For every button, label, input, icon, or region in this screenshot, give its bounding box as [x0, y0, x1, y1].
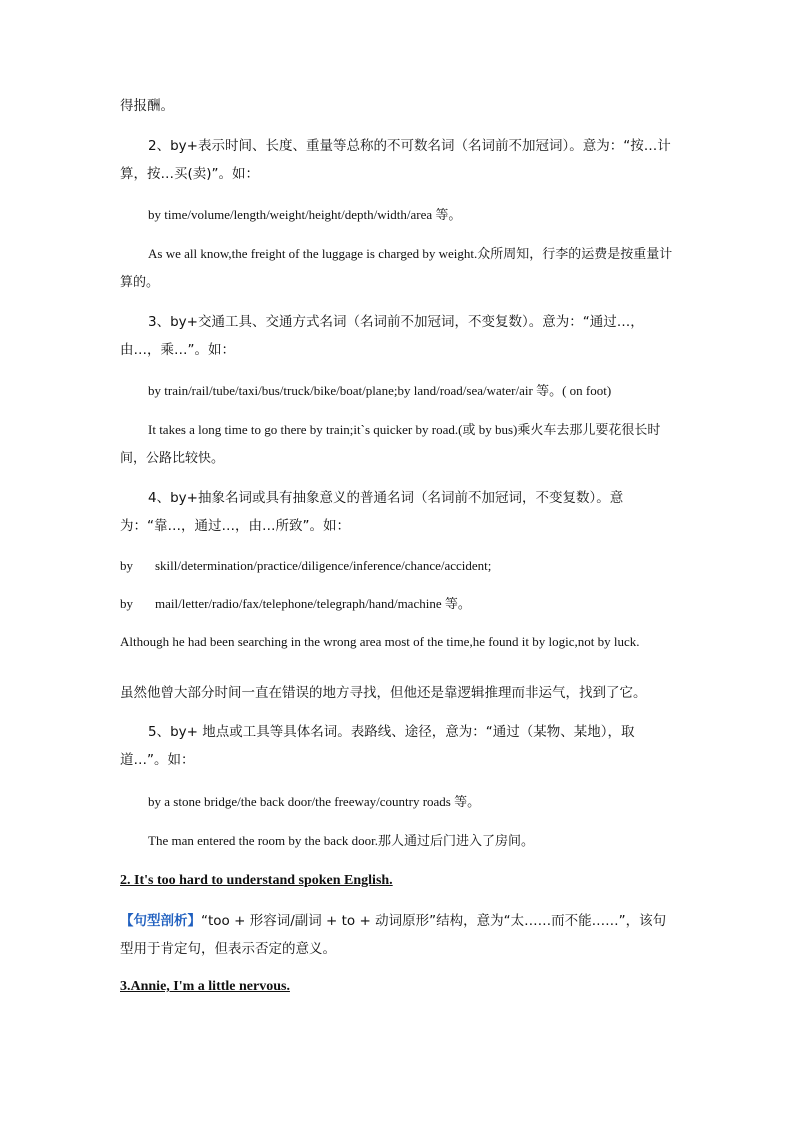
sentence-point-4-en: Although he had been searching in the wrong area most of the time,he found it by logic,not by luck. [120, 634, 640, 649]
example-point-3: by train/rail/tube/taxi/bus/truck/bike/boat/plane;by land/road/sea/water/air 等。( on foot) [148, 383, 612, 398]
example-by-label: by [120, 596, 133, 611]
text-line-1: 得报酬。 [120, 98, 174, 114]
paragraph-point-2: 2、by+表示时间、长度、重量等总称的不可数名词（名词前不加冠词）。意为：“按…计算，按…买(卖)”。如： [120, 138, 671, 182]
paragraph-point-4: 4、by+抽象名词或具有抽象意义的普通名词（名词前不加冠词，不变复数）。意为：“靠…，通过…，由…所致”。如： [120, 490, 624, 534]
sentence-point-4-cn: 虽然他曾大部分时间一直在错误的地方寻找，但他还是靠逻辑推理而非运气，找到了它。 [120, 685, 647, 701]
example-point-2: by time/volume/length/weight/height/depth/width/area 等。 [148, 207, 462, 222]
example-point-4a [120, 556, 676, 576]
section-heading-3: 3.Annie, I'm a little nervous. [120, 979, 290, 994]
analysis-paragraph [120, 907, 676, 963]
example-point-4b [120, 594, 676, 614]
example-list: mail/letter/radio/fax/telephone/telegraph/hand/machine 等。 [155, 596, 471, 611]
sentence-point-2: As we all know,the freight of the luggage is charged by weight.众所周知，行李的运费是按重量计算的。 [120, 246, 673, 289]
paragraph-point-3: 3、by+交通工具、交通方式名词（名词前不加冠词，不变复数）。意为：“通过…，由…，乘…”。如： [120, 314, 644, 358]
section-heading-2: 2. It's too hard to understand spoken English. [120, 873, 393, 888]
analysis-tag: 【句型剖析】 [120, 913, 201, 929]
example-point-5: by a stone bridge/the back door/the freeway/country roads 等。 [148, 794, 481, 809]
analysis-text: “too + 形容词/副词 + to + 动词原形”结构，意为“太……而不能……”，该句型用于肯定句，但表示否定的意义。 [120, 913, 667, 957]
example-list: skill/determination/practice/diligence/inference/chance/accident; [155, 558, 492, 573]
paragraph-point-5: 5、by+ 地点或工具等具体名词。表路线、途径，意为：“通过（某物、某地），取道…”。如： [120, 724, 635, 768]
example-by-label: by [120, 558, 133, 573]
sentence-point-5: The man entered the room by the back door.那人通过后门进入了房间。 [148, 833, 534, 848]
sentence-point-3: It takes a long time to go there by train;it`s quicker by road.(或 by bus)乘火车去那儿要花很长时间，公路比较快。 [120, 422, 661, 465]
